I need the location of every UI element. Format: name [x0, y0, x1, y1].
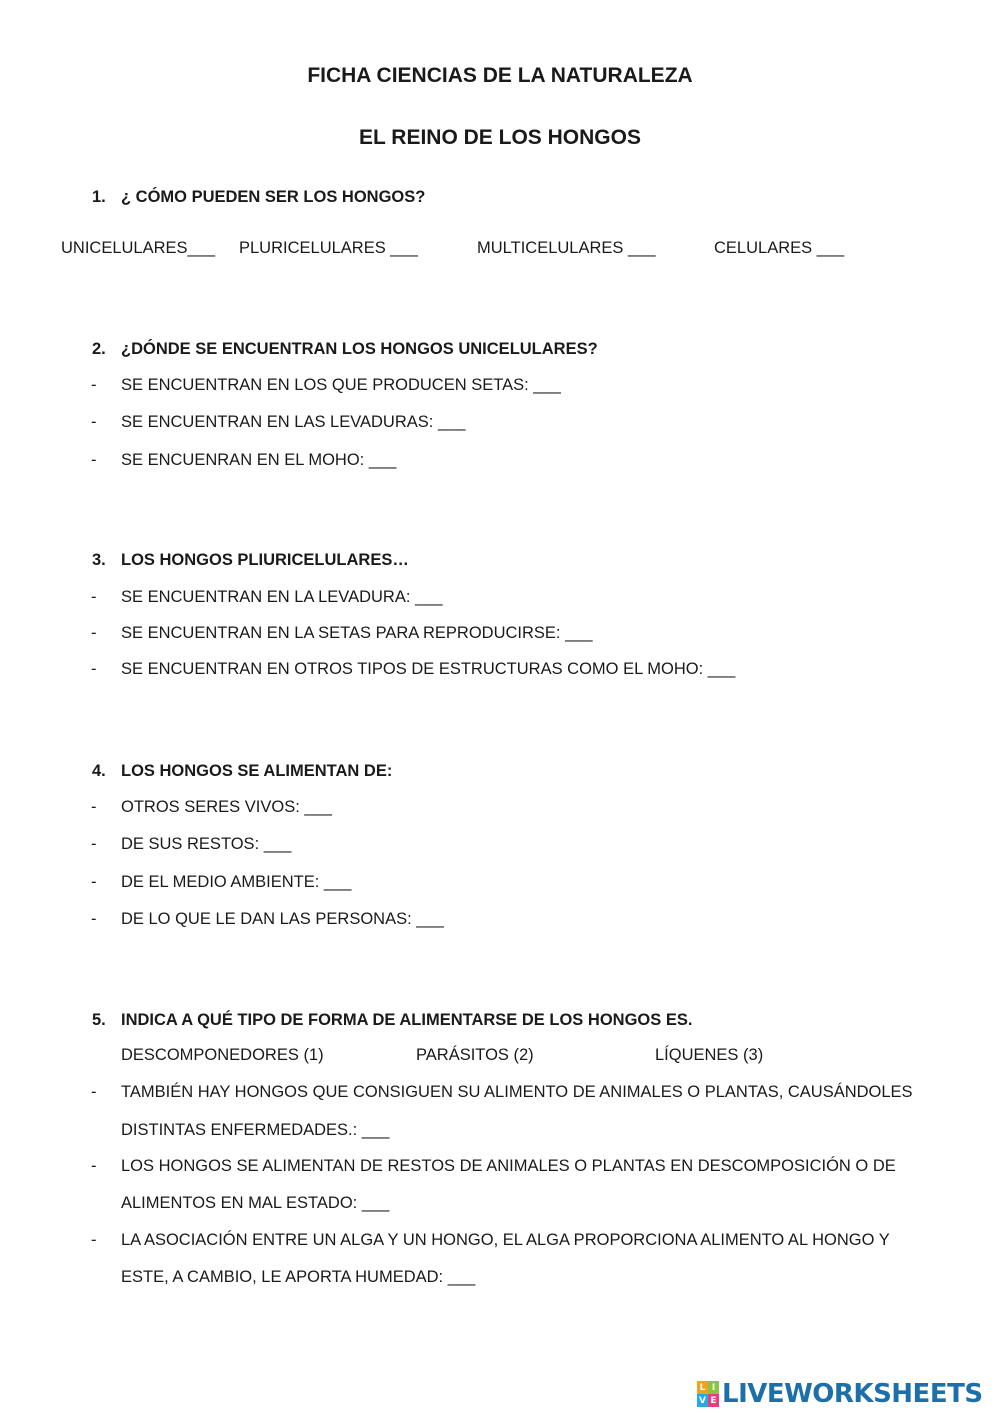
answer-line[interactable]: DE LO QUE LE DAN LAS PERSONAS: ___	[121, 910, 444, 928]
statement-line-2	[121, 1268, 475, 1287]
answer-line[interactable]: DISTINTAS ENFERMEDADES.: ___	[121, 1121, 390, 1139]
answer-line[interactable]: ALIMENTOS EN MAL ESTADO: ___	[121, 1194, 390, 1212]
bullet-dash: -	[91, 588, 97, 606]
list-item	[91, 835, 292, 854]
answer-line[interactable]: SE ENCUENTRAN EN OTROS TIPOS DE ESTRUCTURAS COMO EL MOHO: ___	[121, 660, 736, 678]
statement-line-1: TAMBIÉN HAY HONGOS QUE CONSIGUEN SU ALIMENTO DE ANIMALES O PLANTAS, CAUSÁNDOLES	[121, 1083, 913, 1101]
statement-line-1: LA ASOCIACIÓN ENTRE UN ALGA Y UN HONGO, EL ALGA PROPORCIONA ALIMENTO AL HONGO Y	[121, 1231, 890, 1249]
question-number: 1.	[92, 188, 106, 206]
logo-tile: I	[708, 1381, 719, 1394]
list-item	[91, 910, 444, 929]
statement-line-2	[121, 1121, 389, 1140]
list-item	[91, 624, 593, 643]
answer-line[interactable]: ESTE, A CAMBIO, LE APORTA HUMEDAD: ___	[121, 1268, 476, 1286]
answer-line[interactable]: DE EL MEDIO AMBIENTE: ___	[121, 873, 352, 891]
bullet-dash: -	[91, 660, 97, 678]
question-1-heading	[92, 188, 425, 207]
question-text: ¿DÓNDE SE ENCUENTRAN LOS HONGOS UNICELULARES?	[121, 340, 598, 358]
bullet-dash: -	[91, 624, 97, 642]
list-item	[91, 1231, 890, 1250]
list-item	[91, 660, 736, 679]
option-multicelulares[interactable]: MULTICELULARES ___	[477, 239, 656, 257]
bullet-dash: -	[91, 376, 97, 394]
liveworksheets-logo	[697, 1377, 983, 1411]
list-item	[91, 451, 397, 470]
list-item	[91, 1083, 913, 1102]
question-number: 4.	[92, 762, 106, 780]
question-3-heading	[92, 551, 409, 570]
answer-line[interactable]: SE ENCUENTRAN EN LA SETAS PARA REPRODUCIRSE: ___	[121, 624, 593, 642]
legend-descomponedores: DESCOMPONEDORES (1)	[121, 1046, 324, 1064]
bullet-dash: -	[91, 798, 97, 816]
list-item	[91, 588, 443, 607]
answer-line[interactable]: SE ENCUENRAN EN EL MOHO: ___	[121, 451, 397, 469]
logo-tile: V	[697, 1394, 708, 1407]
list-item	[91, 798, 332, 817]
question-text: INDICA A QUÉ TIPO DE FORMA DE ALIMENTARSE DE LOS HONGOS ES.	[121, 1011, 693, 1029]
answer-line[interactable]: SE ENCUENTRAN EN LAS LEVADURAS: ___	[121, 413, 466, 431]
list-item	[91, 376, 561, 395]
list-item	[91, 413, 466, 432]
question-number: 2.	[92, 340, 106, 358]
bullet-dash: -	[91, 413, 97, 431]
question-text: LOS HONGOS PLIURICELULARES…	[121, 551, 409, 569]
statement-line-2	[121, 1194, 389, 1213]
question-number: 5.	[92, 1011, 106, 1029]
question-text: ¿ CÓMO PUEDEN SER LOS HONGOS?	[121, 188, 426, 206]
bullet-dash: -	[91, 451, 97, 469]
logo-tile: E	[708, 1394, 719, 1407]
question-5-heading	[92, 1011, 692, 1030]
answer-line[interactable]: DE SUS RESTOS: ___	[121, 835, 292, 853]
answer-line[interactable]: SE ENCUENTRAN EN LOS QUE PRODUCEN SETAS: ___	[121, 376, 561, 394]
option-pluricelulares[interactable]: PLURICELULARES ___	[239, 239, 418, 257]
answer-line[interactable]: SE ENCUENTRAN EN LA LEVADURA: ___	[121, 588, 443, 606]
legend-parasitos: PARÁSITOS (2)	[416, 1046, 534, 1064]
list-item	[91, 873, 352, 892]
bullet-dash: -	[91, 910, 97, 928]
option-unicelulares[interactable]: UNICELULARES___	[61, 239, 216, 257]
logo-tile: L	[697, 1381, 708, 1394]
question-4-heading	[92, 762, 392, 781]
option-celulares[interactable]: CELULARES ___	[714, 239, 845, 257]
bullet-dash: -	[91, 1231, 97, 1249]
bullet-dash: -	[91, 873, 97, 891]
page-subtitle: EL REINO DE LOS HONGOS	[359, 126, 641, 149]
logo-text: LIVEWORKSHEETS	[722, 1379, 983, 1409]
bullet-dash: -	[91, 1083, 97, 1101]
answer-line[interactable]: OTROS SERES VIVOS: ___	[121, 798, 332, 816]
bullet-dash: -	[91, 1157, 97, 1175]
logo-mark-icon	[697, 1381, 719, 1407]
legend-liquenes: LÍQUENES (3)	[655, 1046, 764, 1064]
list-item	[91, 1157, 896, 1176]
bullet-dash: -	[91, 835, 97, 853]
question-2-heading	[92, 340, 598, 359]
question-text: LOS HONGOS SE ALIMENTAN DE:	[121, 762, 393, 780]
page-title: FICHA CIENCIAS DE LA NATURALEZA	[307, 64, 693, 87]
statement-line-1: LOS HONGOS SE ALIMENTAN DE RESTOS DE ANIMALES O PLANTAS EN DESCOMPOSICIÓN O DE	[121, 1157, 896, 1175]
question-number: 3.	[92, 551, 106, 569]
